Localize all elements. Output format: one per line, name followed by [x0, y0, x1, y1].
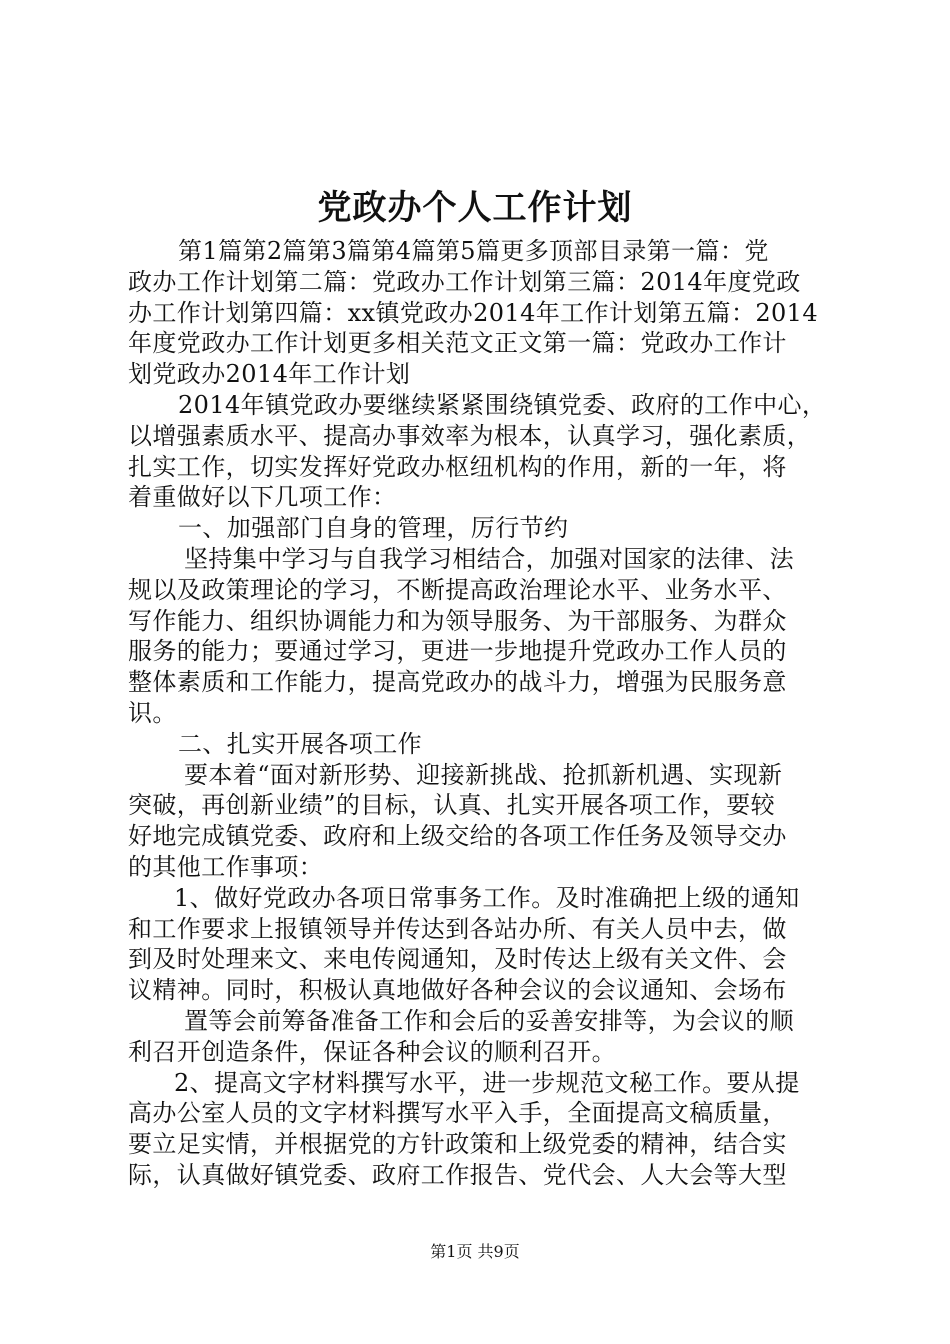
body-line: 要本着“面对新形势、迎接新挑战、抢抓新机遇、实现新: [184, 760, 783, 789]
body-line: 第1篇第2篇第3篇第4篇第5篇更多顶部目录第一篇：党: [178, 237, 769, 265]
body-line: 着重做好以下几项工作：: [128, 483, 397, 512]
body-line: 坚持集中学习与自我学习相结合，加强对国家的法律、法: [184, 544, 794, 573]
body-line: 扎实工作，切实发挥好党政办枢纽机构的作用，新的一年，将: [128, 452, 787, 481]
body-line: 二、扎实开展各项工作: [178, 729, 422, 758]
body-line: 服务的能力；要通过学习，更进一步地提升党政办工作人员的: [128, 637, 787, 666]
body-line: 利召开创造条件，保证各种会议的顺利召开。: [128, 1037, 616, 1066]
body-line: 以增强素质水平、提高办事效率为根本，认真学习，强化素质，: [128, 421, 812, 450]
document-title: 党政办个人工作计划: [317, 188, 633, 228]
body-line: 议精神。同时，积极认真地做好各种会议的会议通知、会场布: [128, 976, 787, 1005]
body-line: 2014年镇党政办要继续紧紧围绕镇党委、政府的工作中心，: [178, 390, 827, 419]
body-line: 规以及政策理论的学习，不断提高政治理论水平、业务水平、: [128, 575, 787, 604]
body-line: 一、加强部门自身的管理，厉行节约: [178, 514, 569, 543]
body-line: 置等会前筹备准备工作和会后的妥善安排等，为会议的顺: [184, 1006, 794, 1035]
body-line: 整体素质和工作能力，提高党政办的战斗力，增强为民服务意: [128, 668, 787, 697]
document-body: [128, 236, 833, 1191]
body-line: 2、提高文字材料撰写水平，进一步规范文秘工作。要从提: [174, 1068, 800, 1097]
body-line: 写作能力、组织协调能力和为领导服务、为干部服务、为群众: [128, 606, 787, 635]
body-line: 和工作要求上报镇领导并传达到各站办所、有关人员中去，做: [128, 914, 787, 943]
body-line: 政办工作计划第二篇：党政办工作计划第三篇：2014年度党政: [128, 267, 801, 296]
body-line: 的其他工作事项：: [128, 852, 324, 881]
body-line: 高办公室人员的文字材料撰写水平入手，全面提高文稿质量，: [128, 1099, 787, 1128]
body-line: 办工作计划第四篇：xx镇党政办2014年工作计划第五篇：2014: [128, 298, 819, 327]
body-line: 划党政办2014年工作计划: [128, 360, 411, 389]
body-line: 好地完成镇党委、政府和上级交给的各项工作任务及领导交办: [128, 822, 787, 851]
page-footer: 第1页 共9页: [430, 1242, 520, 1261]
body-line: 际，认真做好镇党委、政府工作报告、党代会、人大会等大型: [128, 1160, 787, 1189]
body-line: 识。: [128, 698, 177, 727]
body-line: 年度党政办工作计划更多相关范文正文第一篇：党政办工作计: [128, 329, 787, 358]
body-line: 突破，再创新业绩”的目标，认真、扎实开展各项工作，要较: [128, 791, 776, 820]
body-line: 要立足实情，并根据党的方针政策和上级党委的精神，结合实: [128, 1130, 787, 1159]
body-line: 1、做好党政办各项日常事务工作。及时准确把上级的通知: [174, 883, 800, 912]
body-line: 到及时处理来文、来电传阅通知，及时传达上级有关文件、会: [128, 945, 787, 974]
